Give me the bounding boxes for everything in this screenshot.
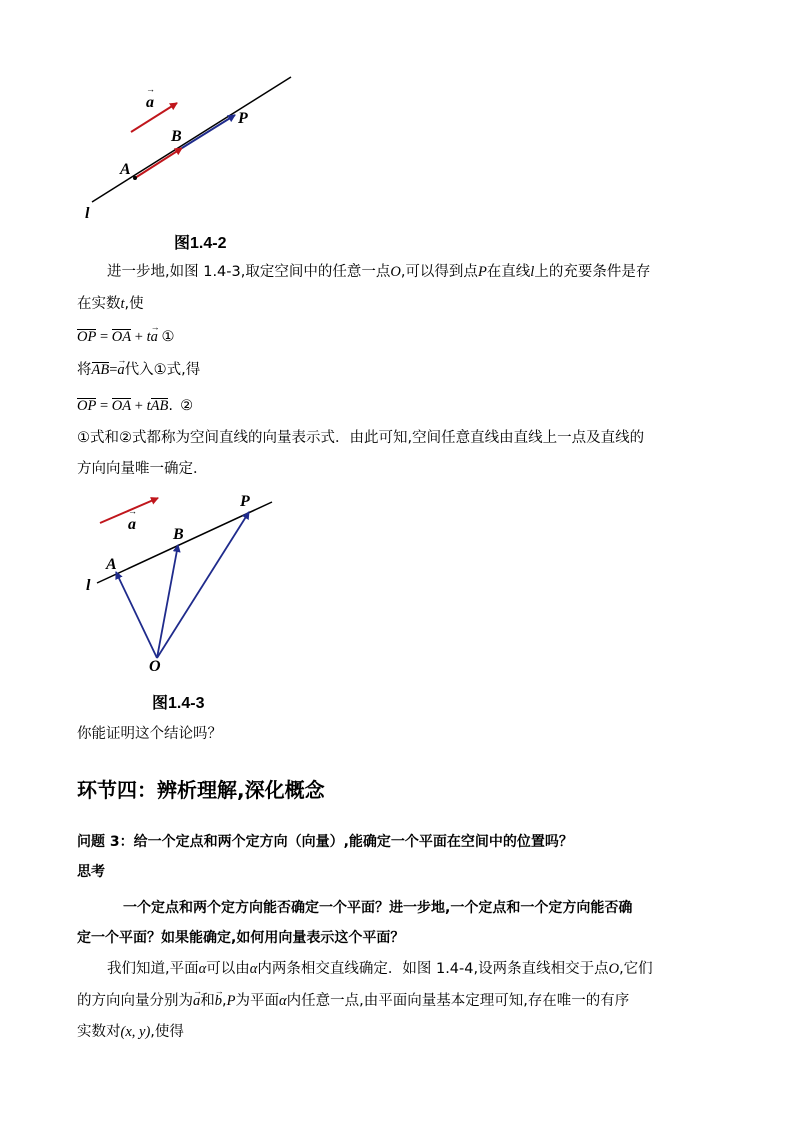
label-P: P <box>240 493 250 510</box>
label-A: A <box>106 556 117 573</box>
think-label: 思考 <box>77 864 105 880</box>
problem-3: 问题 3：给一个定点和两个定方向（向量）,能确定一个平面在空间中的位置吗？ <box>77 834 573 850</box>
label-B: B <box>173 526 184 543</box>
figure-1-4-2 <box>75 70 305 230</box>
question-line: 你能证明这个结论吗？ <box>77 726 222 742</box>
label-B: B <box>171 128 182 145</box>
figure-1-4-2-caption: 图1.4-2 <box>174 235 227 252</box>
line-l <box>97 502 272 583</box>
equation-1: OP = OA + t→ a ① <box>77 327 174 347</box>
label-l: l <box>85 205 90 222</box>
para2-line1: ①式和②式都称为空间直线的向量表示式．由此可知,空间任意直线由直线上一点及直线的 <box>77 430 645 446</box>
figure-1-4-3 <box>80 492 290 682</box>
figure-1-4-2-diagram <box>75 70 305 230</box>
vector-oa <box>116 572 157 658</box>
vector-bp <box>182 115 235 148</box>
point-a <box>133 176 137 180</box>
para3-line3: 实数对(x, y),使得 <box>77 1024 184 1040</box>
label-a: → a <box>146 94 154 112</box>
label-O: O <box>149 658 161 675</box>
vector-ab <box>135 148 182 178</box>
para1-line1: 进一步地,如图 1.4-3,取定空间中的任意一点O,可以得到点P在直线l上的充要条件是存 <box>107 264 651 280</box>
substitution-line: 将AB=→ a代入①式,得 <box>77 360 200 380</box>
para1-line2: 在实数t,使 <box>77 296 144 312</box>
figure-1-4-3-diagram <box>80 492 290 682</box>
label-A: A <box>120 161 131 178</box>
label-P: P <box>238 110 248 127</box>
think-line2: 定一个平面？如果能确定,如何用向量表示这个平面？ <box>77 930 405 946</box>
figure-1-4-3-caption: 图1.4-3 <box>152 695 205 712</box>
label-a: → a <box>128 516 136 534</box>
para3-line2: 的方向向量分别为→ a和→ b,P为平面α内任意一点,由平面向量基本定理可知,存在唯一的有序 <box>77 991 629 1011</box>
think-line1: 一个定点和两个定方向能否确定一个平面？进一步地,一个定点和一个定方向能否确 <box>123 900 633 916</box>
section-title: 环节四：辨析理解,深化概念 <box>77 778 325 802</box>
line-l <box>92 77 291 202</box>
para3-line1: 我们知道,平面α可以由α内两条相交直线确定．如图 1.4-4,设两条直线相交于点O,它们 <box>107 961 653 977</box>
label-l: l <box>86 577 91 594</box>
para2-line2: 方向向量唯一确定． <box>77 461 208 477</box>
equation-2: OP = OA + tAB. ② <box>77 398 194 414</box>
